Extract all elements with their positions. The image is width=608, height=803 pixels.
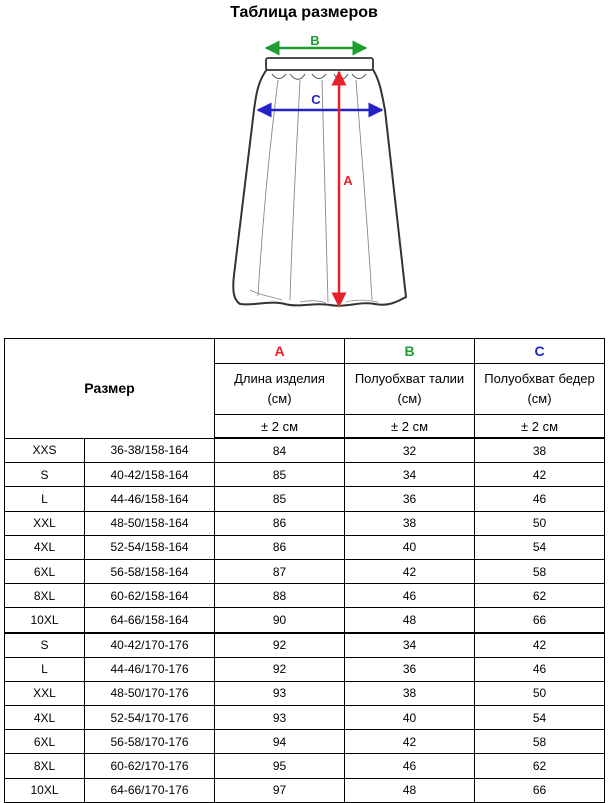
cell-range: 40-42/158-164 [85, 463, 215, 487]
cell-b: 48 [345, 778, 475, 802]
cell-size: L [5, 487, 85, 511]
col-a-letter: A [215, 339, 345, 364]
cell-range: 60-62/158-164 [85, 584, 215, 608]
cell-range: 60-62/170-176 [85, 754, 215, 778]
cell-b: 46 [345, 584, 475, 608]
size-table [4, 338, 605, 803]
label-c: C [311, 92, 321, 107]
cell-a: 87 [215, 559, 345, 583]
cell-a: 85 [215, 463, 345, 487]
cell-b: 38 [345, 511, 475, 535]
table-row [5, 584, 605, 608]
cell-size: 4XL [5, 706, 85, 730]
cell-c: 66 [475, 778, 605, 802]
col-b-tolerance: ± 2 см [345, 415, 475, 439]
cell-b: 34 [345, 463, 475, 487]
cell-size: 10XL [5, 778, 85, 802]
table-row [5, 511, 605, 535]
cell-size: XXL [5, 681, 85, 705]
cell-range: 64-66/158-164 [85, 608, 215, 633]
table-row [5, 535, 605, 559]
cell-c: 62 [475, 754, 605, 778]
cell-size: L [5, 657, 85, 681]
cell-size: S [5, 463, 85, 487]
cell-range: 44-46/158-164 [85, 487, 215, 511]
cell-b: 36 [345, 657, 475, 681]
cell-size: 4XL [5, 535, 85, 559]
cell-b: 46 [345, 754, 475, 778]
table-row [5, 730, 605, 754]
cell-range: 56-58/158-164 [85, 559, 215, 583]
cell-a: 93 [215, 706, 345, 730]
cell-size: 8XL [5, 754, 85, 778]
col-c-letter: C [475, 339, 605, 364]
cell-size: XXL [5, 511, 85, 535]
cell-c: 42 [475, 633, 605, 658]
cell-range: 52-54/158-164 [85, 535, 215, 559]
cell-a: 86 [215, 511, 345, 535]
cell-c: 58 [475, 559, 605, 583]
label-b: B [310, 33, 320, 48]
size-header: Размер [5, 339, 215, 439]
table-row [5, 706, 605, 730]
cell-c: 46 [475, 657, 605, 681]
cell-range: 52-54/170-176 [85, 706, 215, 730]
cell-b: 38 [345, 681, 475, 705]
page-title: Таблица размеров [230, 4, 378, 21]
table-row [5, 633, 605, 658]
table-row [5, 608, 605, 633]
cell-range: 64-66/170-176 [85, 778, 215, 802]
cell-c: 58 [475, 730, 605, 754]
cell-range: 36-38/158-164 [85, 438, 215, 463]
cell-size: S [5, 633, 85, 658]
skirt-diagram [0, 0, 608, 336]
cell-a: 85 [215, 487, 345, 511]
cell-c: 54 [475, 535, 605, 559]
cell-range: 56-58/170-176 [85, 730, 215, 754]
table-row [5, 754, 605, 778]
cell-c: 50 [475, 511, 605, 535]
col-a-tolerance: ± 2 см [215, 415, 345, 439]
cell-a: 95 [215, 754, 345, 778]
cell-c: 50 [475, 681, 605, 705]
cell-size: 8XL [5, 584, 85, 608]
table-row [5, 463, 605, 487]
cell-c: 42 [475, 463, 605, 487]
cell-b: 48 [345, 608, 475, 633]
cell-a: 94 [215, 730, 345, 754]
cell-a: 86 [215, 535, 345, 559]
cell-b: 34 [345, 633, 475, 658]
cell-b: 40 [345, 706, 475, 730]
col-a-name: Длина изделия (см) [215, 364, 345, 415]
cell-size: 6XL [5, 730, 85, 754]
table-row [5, 487, 605, 511]
cell-size: XXS [5, 438, 85, 463]
cell-a: 88 [215, 584, 345, 608]
cell-size: 6XL [5, 559, 85, 583]
cell-c: 46 [475, 487, 605, 511]
cell-a: 92 [215, 633, 345, 658]
table-row [5, 438, 605, 463]
cell-c: 66 [475, 608, 605, 633]
cell-a: 92 [215, 657, 345, 681]
cell-range: 40-42/170-176 [85, 633, 215, 658]
cell-b: 36 [345, 487, 475, 511]
col-c-name: Полуобхват бедер (см) [475, 364, 605, 415]
table-row [5, 657, 605, 681]
cell-range: 48-50/170-176 [85, 681, 215, 705]
cell-range: 44-46/170-176 [85, 657, 215, 681]
col-b-letter: B [345, 339, 475, 364]
col-c-tolerance: ± 2 см [475, 415, 605, 439]
cell-b: 40 [345, 535, 475, 559]
cell-size: 10XL [5, 608, 85, 633]
table-row [5, 778, 605, 802]
col-b-name: Полуобхват талии (см) [345, 364, 475, 415]
cell-a: 90 [215, 608, 345, 633]
label-a: A [343, 173, 353, 188]
cell-c: 38 [475, 438, 605, 463]
table-row [5, 559, 605, 583]
cell-c: 54 [475, 706, 605, 730]
cell-a: 97 [215, 778, 345, 802]
cell-a: 93 [215, 681, 345, 705]
cell-b: 42 [345, 730, 475, 754]
cell-b: 32 [345, 438, 475, 463]
cell-b: 42 [345, 559, 475, 583]
cell-range: 48-50/158-164 [85, 511, 215, 535]
cell-a: 84 [215, 438, 345, 463]
cell-c: 62 [475, 584, 605, 608]
table-row [5, 681, 605, 705]
